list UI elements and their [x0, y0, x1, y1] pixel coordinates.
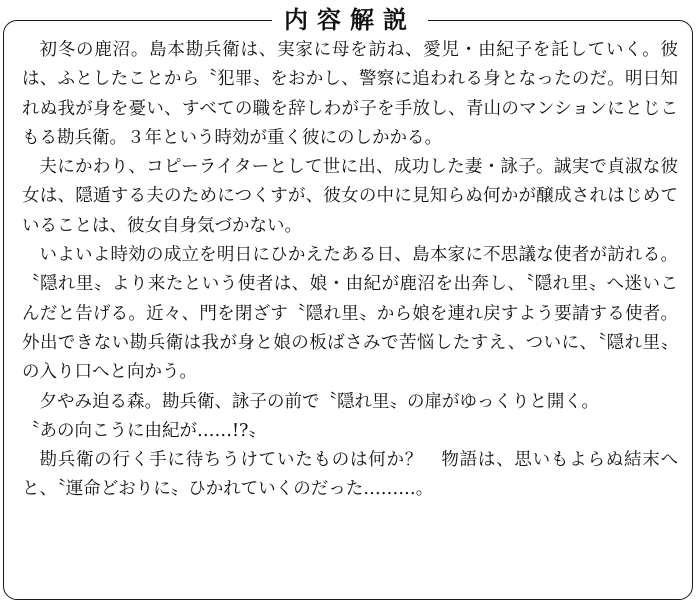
- paragraph-forest: 夕やみ迫る森。勘兵衛、詠子の前で〝隠れ里〟の扉がゆっくりと開く。: [39, 391, 599, 412]
- synopsis-body: [22, 36, 678, 505]
- paragraph-messenger: いよいよ時効の成立を明日にひかえたある日、島本家に不思議な使者が訪れる。〝隠れ里〟より来たという使者は、娘・由紀が鹿沼を出奔し、〝隠れ里〟へ迷いこんだと告げる。近々、門を閉ざす〝隠れ里〟から娘を連れ戻すよう要請する使者。外出できない勘兵衛は我が身と娘の板ばさみで苦悩したすえ、ついに、〝隠れ里〟の入り口へと向かう。: [22, 245, 678, 383]
- paragraph-opening: 初冬の鹿沼。島本勘兵衛は、実家に母を訪ね、愛児・由紀子を託していく。彼は、ふとしたことから〝犯罪〟をおかし、警察に追われる身となったのだ。明日知れぬ我が身を憂い、すべての職を辞しわが子を手放し、青山のマンションにとじこもる勘兵衛。３年という時効が重く彼にのしかかる。: [22, 40, 678, 148]
- paragraph-quote: 〝あの向こうに由紀が……!?〟: [22, 420, 266, 441]
- paragraph-closing: 勘兵衛の行く手に待ちうけていたものは何か？ 物語は、思いもよらぬ結末へと、〝運命どおりに〟ひかれていくのだった………。: [22, 450, 678, 500]
- section-title: 内容解説: [272, 4, 428, 36]
- paragraph-wife: 夫にかわり、コピーライターとして世に出、成功した妻・詠子。誠実で貞淑な彼女は、隠遁する夫のためにつくすが、彼女の中に見知らぬ何かが醸成されはじめていることは、彼女自身気づかない。: [22, 157, 678, 236]
